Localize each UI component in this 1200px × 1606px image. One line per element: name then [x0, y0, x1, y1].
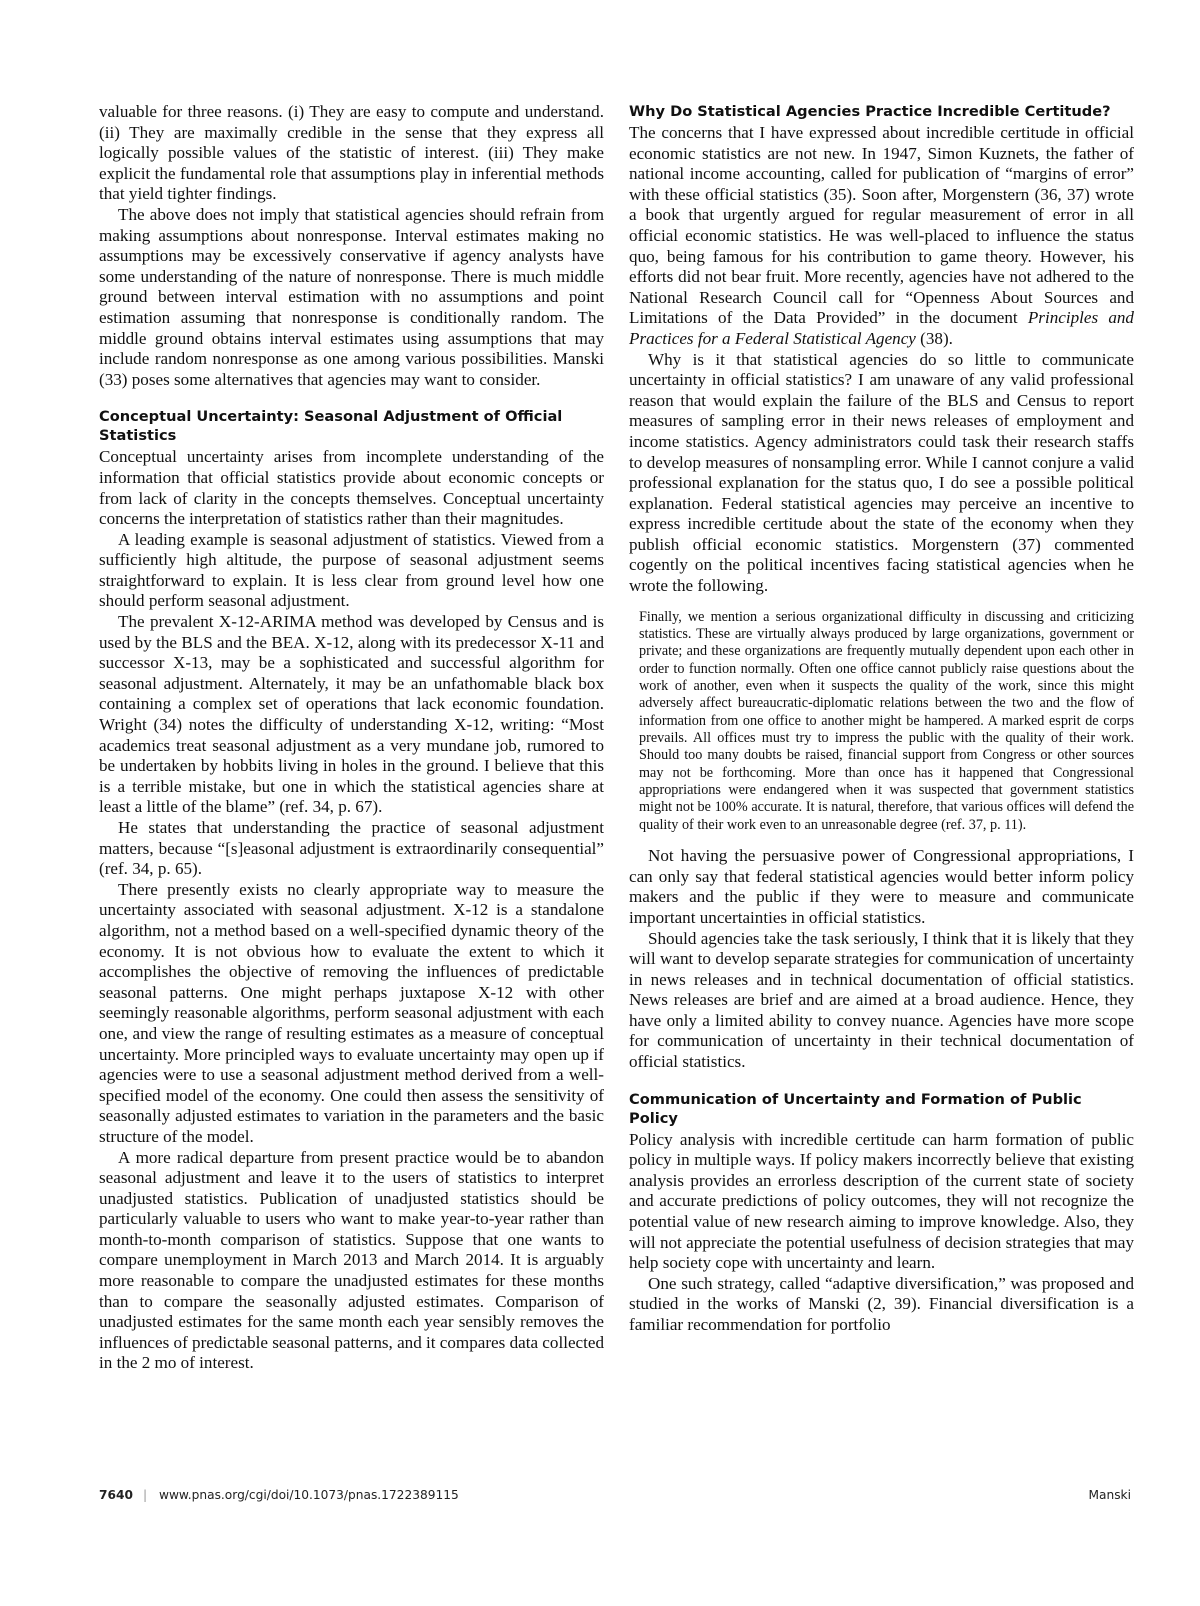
paragraph: He states that understanding the practice of seasonal adjustment matters, because “[s]easonal adjustment is extraordinarily consequential” (ref. 34, p. 65).	[99, 818, 604, 879]
paragraph: The prevalent X-12-ARIMA method was developed by Census and is used by the BLS and the BEA. X-12, along with its predecessor X-11 and successor X-13, may be a sophisticated and successful algorithm for seasonal adjustment. Alternately, it may be an unfathomable black box containing a complex set of operations that lack economic foundation. Wright (34) notes the difficulty of understanding X-12, writing: “Most academics treat seasonal adjustment as a very mundane job, rumored to be undertaken by hobbits living in holes in the ground. I believe that this is a terrible mistake, but one in which the statistical agencies share at least a little of the blame” (ref. 34, p. 67).	[99, 612, 604, 817]
paragraph: One such strategy, called “adaptive diversification,” was proposed and studied in the works of Manski (2, 39). Financial diversification is a familiar recommendation for portfolio	[629, 1273, 1134, 1334]
doi-link[interactable]: www.pnas.org/cgi/doi/10.1073/pnas.1722389115	[159, 1488, 459, 1502]
paragraph-text: (38).	[915, 328, 953, 348]
paragraph: valuable for three reasons. (i) They are easy to compute and understand. (ii) They are maximally credible in the sense that they express all logically possible values of the statistic of interest. (iii) They make explicit the fundamental role that assumptions play in inferential methods that yield tighter findings.	[99, 102, 604, 204]
paragraph-text: The concerns that I have expressed about incredible certitude in official economic statistics are not new. In 1947, Simon Kuznets, the father of national income accounting, called for publication of “margins of error” with these official statistics (35). Soon after, Morgenstern (36, 37) wrote a book that urgently argued for regular measurement of error in all official economic statistics. He was well-placed to influence the status quo, being famous for his contribution to game theory. However, his efforts did not bear fruit. More recently, agencies have not adhered to the National Research Council call for “Openness About Sources and Limitations of the Data Provided” in the document	[629, 123, 1134, 328]
paragraph: There presently exists no clearly appropriate way to measure the uncertainty associated with seasonal adjustment. X-12 is a standalone algorithm, not a method based on a well-specified dynamic theory of the economy. It is not obvious how to evaluate the extent to which it accomplishes the objective of removing the influences of predictable seasonal patterns. One might perhaps juxtapose X-12 with other seemingly reasonable algorithms, perform seasonal adjustment with each one, and view the range of resulting estimates as a measure of conceptual uncertainty. More principled ways to evaluate uncertainty may open up if agencies were to use a seasonal adjustment method derived from a well-specified model of the economy. One could then assess the sensitivity of seasonally adjusted estimates to variation in the parameters and the basic structure of the model.	[99, 879, 604, 1146]
section-heading-communication: Communication of Uncertainty and Formation of Public Policy	[629, 1090, 1082, 1127]
paragraph: A more radical departure from present practice would be to abandon seasonal adjustment and leave it to the users of statistics to interpret unadjusted statistics. Publication of unadjusted statistics should be particularly valuable to users who want to make year-to-year rather than month-to-month comparison of statistics. Suppose that one wants to compare unemployment in March 2013 and March 2014. It is arguably more reasonable to compare the unadjusted estimates for these months than to compare the seasonally adjusted estimates. Comparison of unadjusted estimates for the same month each year sensibly removes the influences of predictable seasonal patterns, and it compares data collected in the 2 mo of interest.	[99, 1147, 605, 1373]
author-name: Manski	[1088, 1488, 1131, 1502]
document-title: Principles and Practices for a Federal Statistical Agency	[629, 308, 1134, 348]
footer-separator: |	[143, 1488, 148, 1502]
section-heading-why-agencies: Why Do Statistical Agencies Practice Incredible Certitude?	[629, 103, 1111, 120]
page-number: 7640	[99, 1488, 133, 1502]
paragraph: Policy analysis with incredible certitude can harm formation of public policy in multiple ways. If policy makers incorrectly believe that existing analysis provides an errorless description of the current state of society and accurate predictions of policy outcomes, they will not recognize the potential value of new research aiming to improve knowledge. Also, they will not appreciate the potential usefulness of decision strategies that may help society cope with uncertainty and learn.	[629, 1129, 1134, 1273]
paragraph: A leading example is seasonal adjustment of statistics. Viewed from a sufficiently high altitude, the purpose of seasonal adjustment seems straightforward to explain. It is less clear from ground level how one should perform seasonal adjustment.	[99, 529, 604, 611]
paragraph: The above does not imply that statistical agencies should refrain from making assumptions about nonresponse. Interval estimates making no assumptions may be excessively conservative if agency analysts have some understanding of the nature of nonresponse. There is much middle ground between interval estimation with no assumptions and point estimation assuming that nonresponse is conditionally random. The middle ground obtains interval estimates using assumptions that may include random nonresponse as one among various possibilities. Manski (33) poses some alternatives that agencies may want to consider.	[99, 204, 604, 389]
block-quote: Finally, we mention a serious organizational difficulty in discussing and criticizing statistics. These are virtually always produced by large organizations, government or private; and these organizations are frequently mutually dependent upon each other in order to function normally. Often one office cannot publicly raise questions about the work of another, even when it suspects the quality of the work, since this might adversely affect bureaucratic-diplomatic relations between the two and the flow of information from one office to another might be hampered. A marked esprit de corps prevails. All offices must try to impress the public with the quality of their work. Should too many doubts be raised, financial support from Congress or other sources may not be forthcoming. More than once has it happened that Congressional appropriations were endangered when it was suspected that government statistics might not be 100% accurate. It is natural, therefore, that various offices will defend the quality of their work even to an unreasonable degree (ref. 37, p. 11).	[639, 608, 1134, 833]
paragraph: Should agencies take the task seriously, I think that it is likely that they will want to develop separate strategies for communication of uncertainty in news releases and in technical documentation of official statistics. News releases are brief and are aimed at a broad audience. Hence, they have only a limited ability to convey nuance. Agencies have more scope for communication of uncertainty in their technical documentation of official statistics.	[629, 928, 1134, 1072]
section-heading-conceptual-uncertainty: Conceptual Uncertainty: Seasonal Adjustment of Official Statistics	[99, 408, 563, 445]
page-footer	[99, 1488, 1131, 1508]
left-column	[99, 102, 604, 1374]
right-column	[629, 102, 1134, 1336]
paragraph: Conceptual uncertainty arises from incomplete understanding of the information that official statistics provide about economic concepts or from lack of clarity in the concepts themselves. Conceptual uncertainty concerns the interpretation of statistics rather than their magnitudes.	[99, 447, 604, 529]
paragraph: Why is it that statistical agencies do so little to communicate uncertainty in official statistics? I am unaware of any valid professional reason that would explain the failure of the BLS and Census to report measures of sampling error in their news releases of employment and income statistics. Agency administrators could task their research staffs to develop measures of nonsampling error. While I cannot conjure a valid professional explanation for the status quo, I do see a possible political explanation. Federal statistical agencies may perceive an incentive to express incredible certitude about the state of the economy when they publish official economic statistics. Morgenstern (37) commented cogently on the political incentives facing statistical agencies when he wrote the following.	[629, 349, 1134, 596]
paragraph: Not having the persuasive power of Congressional appropriations, I can only say that federal statistical agencies would better inform policy makers and the public if they were to measure and communicate important uncertainties in official statistics.	[629, 846, 1134, 927]
paragraph	[629, 123, 1134, 350]
